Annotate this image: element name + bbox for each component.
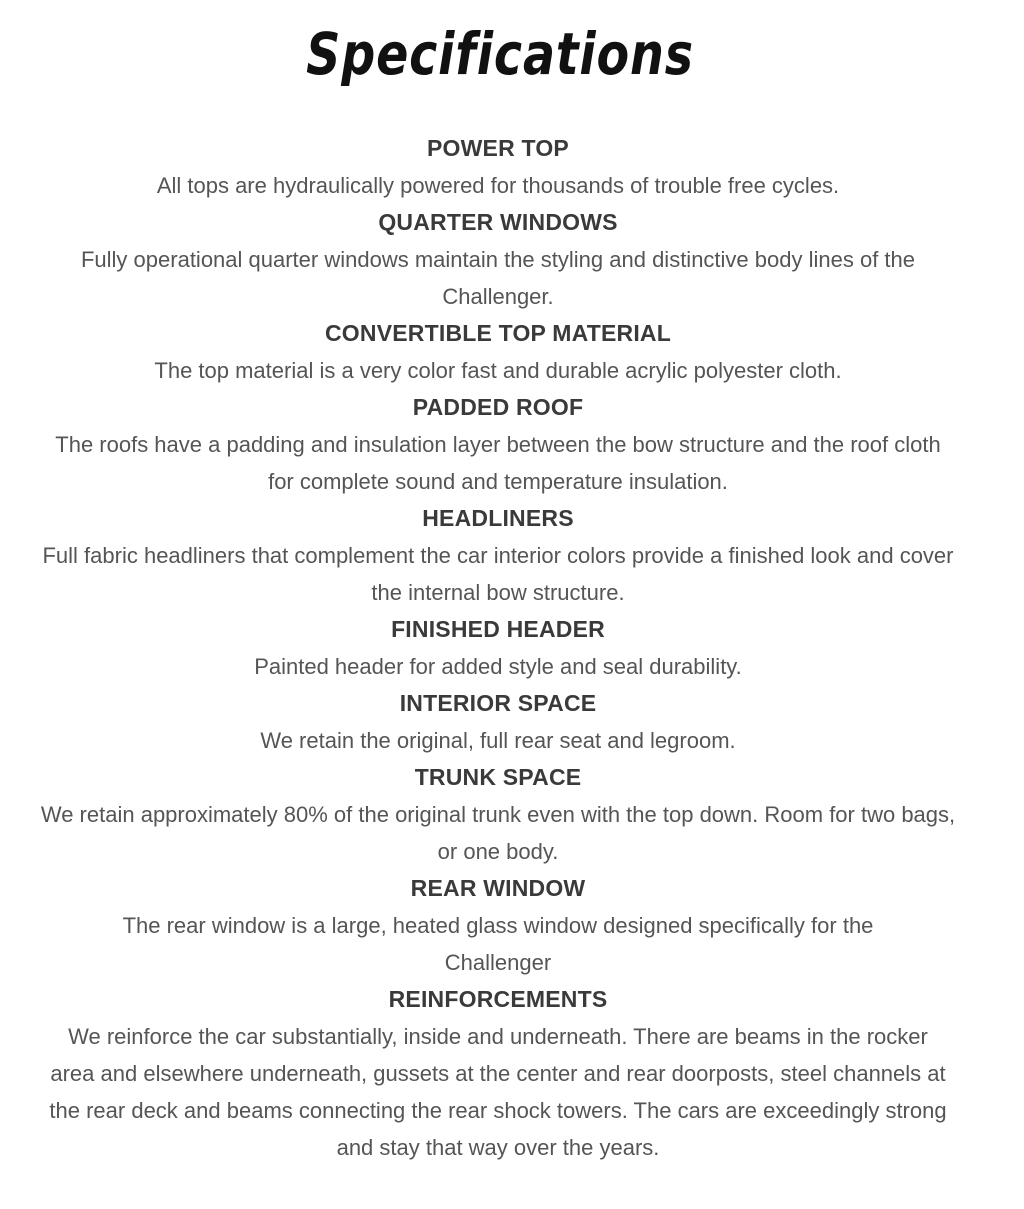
spec-description: We retain approximately 80% of the original trunk even with the top down. Room for two bags, or one body.: [40, 802, 956, 864]
spec-heading: CONVERTIBLE TOP MATERIAL: [325, 320, 671, 346]
spec-description: We retain the original, full rear seat and legroom.: [260, 728, 736, 753]
spec-heading: TRUNK SPACE: [414, 764, 582, 790]
spec-description: Painted header for added style and seal durability.: [254, 654, 742, 679]
page-title: Specifications: [306, 20, 694, 88]
spec-heading: PADDED ROOF: [412, 394, 584, 420]
spec-heading: INTERIOR SPACE: [399, 690, 597, 716]
spec-heading: POWER TOP: [427, 135, 569, 161]
spec-heading: FINISHED HEADER: [391, 616, 605, 642]
spec-heading: REAR WINDOW: [410, 875, 586, 901]
spec-description: Fully operational quarter windows maintain the styling and distinctive body lines of the Challenger.: [80, 247, 915, 309]
spec-reinforcements: [0, 981, 996, 1166]
spec-rear-window: [0, 870, 996, 981]
spec-heading: QUARTER WINDOWS: [378, 209, 618, 235]
spec-interior-space: [0, 685, 996, 759]
spec-headliners: [0, 500, 996, 611]
spec-padded-roof: [0, 389, 996, 500]
spec-description: The top material is a very color fast and durable acrylic polyester cloth.: [154, 358, 842, 383]
spec-description: The rear window is a large, heated glass window designed specifically for the Challenger: [122, 913, 874, 975]
spec-trunk-space: [0, 759, 996, 870]
spec-power-top: [0, 130, 996, 204]
spec-description: We reinforce the car substantially, inside and underneath. There are beams in the rocker area and elsewhere underneath, gussets at the center and rear doorposts, steel channels at the rear deck and beams connecting the rear shock towers. The cars are exceedingly strong and stay that way over the years.: [49, 1024, 947, 1160]
spec-quarter-windows: [0, 204, 996, 315]
spec-finished-header: [0, 611, 996, 685]
spec-convertible-top-material: [0, 315, 996, 389]
spec-description: The roofs have a padding and insulation layer between the bow structure and the roof cloth for complete sound and temperature insulation.: [55, 432, 941, 494]
spec-description: Full fabric headliners that complement the car interior colors provide a finished look and cover the internal bow structure.: [42, 543, 954, 605]
spec-description: All tops are hydraulically powered for thousands of trouble free cycles.: [156, 173, 840, 198]
spec-heading: REINFORCEMENTS: [388, 986, 608, 1012]
specifications-list: [0, 130, 996, 1166]
spec-heading: HEADLINERS: [422, 505, 574, 531]
